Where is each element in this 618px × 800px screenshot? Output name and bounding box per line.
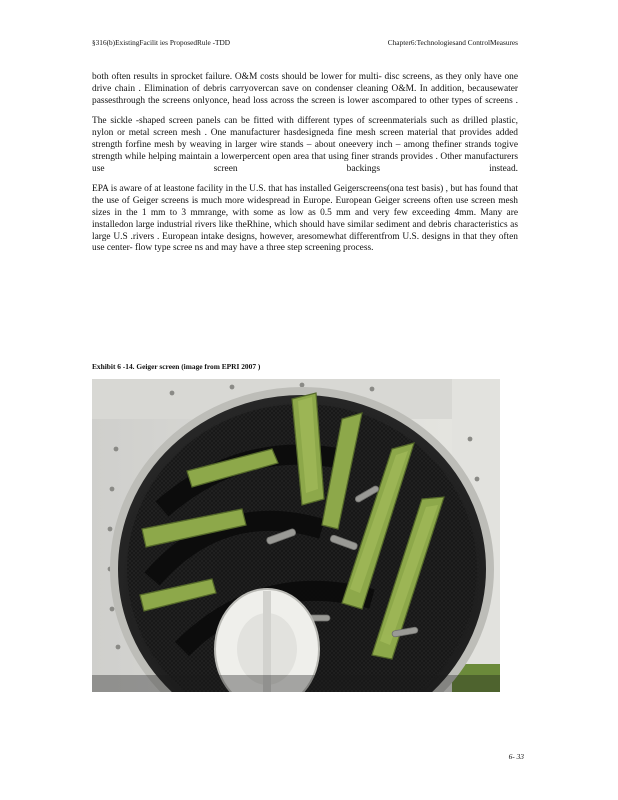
paragraph-3: EPA is aware of at leastone facility in the U.S. that has installed Geigerscreens(ona test basis) , but has found that the use of Geiger screens is much more widespread in Europe. European Geiger screens often use screen mesh sizes in the 1 mm to 3 mmrange, with some as low as 0.5 mm and very few exceeding 4mm. Many are installedon large industrial rivers like theRhine, which should have similar sediment and debris characteristics as large U.S .rivers . European intake designs, however, aresomewhat differentfrom U.S. designs in that they often use center- flow type scree ns and may have a three step screening process. [92,184,518,254]
body-text [92,72,518,264]
paragraph-1: both often results in sprocket failure. O&M costs should be lower for multi- disc screens, as they only have one drive chain . Elimination of debris carryovercan save on condenser cleaning O&M. In addition, becausewater passesthrough the screens onlyonce, head loss across the screen is lower ascompared to other types of screens . [92,72,518,106]
running-header [92,38,518,50]
paragraph-2: The sickle -shaped screen panels can be fitted with different types of screenmaterials such as drilled plastic, nylon or metal screen mesh . One manufacturer hasdesigneda fine mesh screen material that provides added strength forfine mesh by weaving in larger wire stands – about oneevery inch – among thefiner strands togive strength while helping maintain a lowerpercent open area that using finer strands provides . Other manufacturers use screen backings instead. [92,116,518,174]
geiger-screen-photo [92,379,500,692]
header-left: §316(b)ExistingFacilit ies ProposedRule -TDD [92,38,231,47]
header-right: Chapter6:Technologiesand ControlMeasures [387,38,518,47]
page-number: 6- 33 [508,752,524,761]
figure-caption: Exhibit 6 -14. Geiger screen (image from EPRI 2007 ) [92,362,261,371]
